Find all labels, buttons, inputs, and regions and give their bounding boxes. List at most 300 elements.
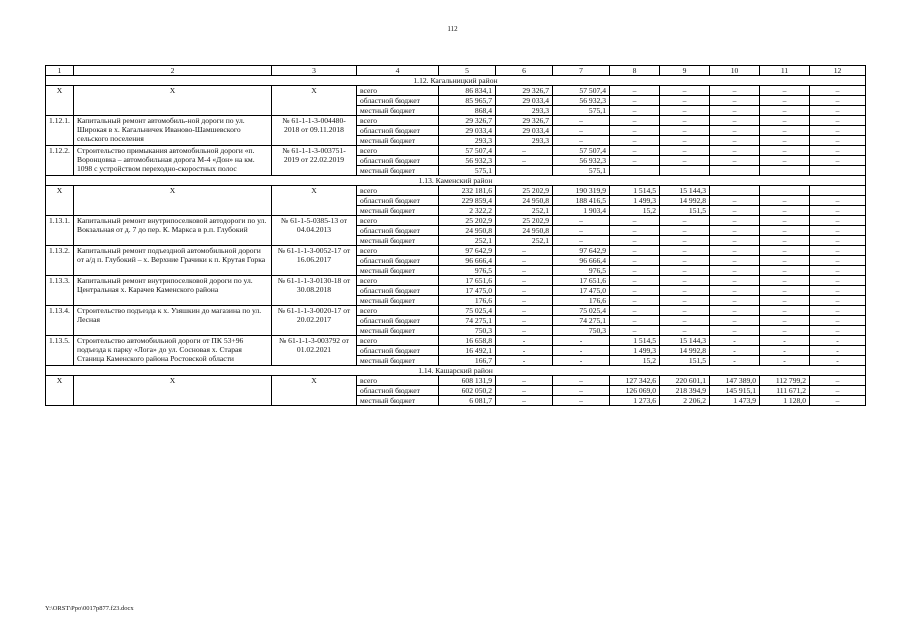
value-cell: –	[810, 246, 866, 256]
value-cell: 190 319,9	[553, 186, 610, 196]
value-cell: –	[810, 196, 866, 206]
value-cell: –	[760, 316, 810, 326]
budget-type-cell: областной бюджет	[357, 316, 439, 326]
value-cell: –	[710, 156, 760, 166]
item-document: № 61-1-1-3-004480-2018 от 09.11.2018	[272, 116, 357, 146]
value-cell: –	[710, 266, 760, 276]
value-cell: –	[553, 396, 610, 406]
header-row	[46, 66, 866, 76]
value-cell: –	[810, 156, 866, 166]
value-cell: –	[760, 206, 810, 216]
value-cell: –	[610, 256, 660, 266]
table-row	[46, 376, 866, 386]
value-cell: -	[710, 346, 760, 356]
value-cell: –	[760, 136, 810, 146]
budget-type-cell: областной бюджет	[357, 226, 439, 236]
value-cell: 2 206,2	[660, 396, 710, 406]
value-cell: –	[660, 126, 710, 136]
item-code: 1.12.1.	[46, 116, 74, 146]
value-cell: 97 642,9	[439, 246, 496, 256]
total-col3: Х	[272, 186, 357, 216]
value-cell: -	[810, 356, 866, 366]
value-cell: –	[660, 246, 710, 256]
value-cell: 14 992,8	[660, 196, 710, 206]
value-cell: 96 666,4	[439, 256, 496, 266]
item-code: 1.13.1.	[46, 216, 74, 246]
value-cell: 17 651,6	[553, 276, 610, 286]
table-row	[46, 86, 866, 96]
value-cell	[496, 166, 553, 176]
value-cell: –	[553, 126, 610, 136]
value-cell: –	[660, 296, 710, 306]
value-cell	[760, 186, 810, 196]
value-cell: 75 025,4	[439, 306, 496, 316]
value-cell: 56 932,3	[553, 96, 610, 106]
budget-type-cell: областной бюджет	[357, 386, 439, 396]
value-cell: –	[760, 306, 810, 316]
footer-file-path: Y:\ORST\Ppo\0017p877.f23.docx	[45, 605, 134, 612]
value-cell: 29 326,7	[496, 86, 553, 96]
value-cell: 17 475,0	[553, 286, 610, 296]
value-cell: 176,6	[439, 296, 496, 306]
budget-type-cell: всего	[357, 336, 439, 346]
value-cell: –	[760, 106, 810, 116]
budget-type-cell: областной бюджет	[357, 96, 439, 106]
value-cell: 976,5	[439, 266, 496, 276]
value-cell: –	[810, 386, 866, 396]
value-cell	[710, 186, 760, 196]
value-cell: –	[810, 286, 866, 296]
value-cell: 74 275,1	[439, 316, 496, 326]
item-name: Капитальный ремонт внутрипоселковой автодороги по ул. Вокзальная от д. 7 до пер. К. Маркса в р.п. Глубокий	[74, 216, 272, 246]
value-cell: –	[496, 376, 553, 386]
item-document: № 61-1-5-0385-13 от 04.04.2013	[272, 216, 357, 246]
value-cell: -	[553, 346, 610, 356]
value-cell: –	[760, 246, 810, 256]
value-cell	[710, 166, 760, 176]
value-cell: 29 033,4	[439, 126, 496, 136]
value-cell: 74 275,1	[553, 316, 610, 326]
value-cell: 1 499,3	[610, 346, 660, 356]
section-title: 1.12. Кагальницкий район	[46, 76, 866, 86]
value-cell: –	[710, 276, 760, 286]
value-cell: 151,5	[660, 356, 710, 366]
value-cell: –	[710, 86, 760, 96]
value-cell: –	[553, 236, 610, 246]
value-cell: –	[760, 296, 810, 306]
total-col2: Х	[74, 186, 272, 216]
value-cell: –	[660, 116, 710, 126]
table-row	[46, 216, 866, 226]
value-cell: –	[810, 256, 866, 266]
value-cell: –	[810, 296, 866, 306]
budget-type-cell: всего	[357, 116, 439, 126]
value-cell: –	[610, 316, 660, 326]
value-cell: –	[810, 216, 866, 226]
value-cell: –	[496, 146, 553, 156]
value-cell: 252,1	[496, 206, 553, 216]
value-cell: 25 202,9	[496, 216, 553, 226]
value-cell: –	[610, 296, 660, 306]
table-row	[46, 306, 866, 316]
budget-type-cell: областной бюджет	[357, 156, 439, 166]
value-cell: –	[660, 236, 710, 246]
value-cell: –	[710, 246, 760, 256]
value-cell: 29 033,4	[496, 126, 553, 136]
value-cell: –	[610, 216, 660, 226]
item-document: № 61-1-1-3-0052-17 от 16.06.2017	[272, 246, 357, 276]
value-cell: 252,1	[439, 236, 496, 246]
value-cell: –	[710, 256, 760, 266]
item-document: № 61-1-1-3-003792 от 01.02.2021	[272, 336, 357, 366]
budget-type-cell: местный бюджет	[357, 266, 439, 276]
value-cell: –	[710, 126, 760, 136]
value-cell: 57 507,4	[553, 146, 610, 156]
value-cell: -	[553, 356, 610, 366]
value-cell: 15,2	[610, 206, 660, 216]
table-row	[46, 186, 866, 196]
value-cell: 17 651,6	[439, 276, 496, 286]
value-cell: –	[810, 266, 866, 276]
value-cell: –	[660, 136, 710, 146]
value-cell: –	[810, 136, 866, 146]
value-cell: –	[496, 156, 553, 166]
value-cell: –	[553, 376, 610, 386]
value-cell: –	[760, 226, 810, 236]
value-cell	[810, 186, 866, 196]
value-cell: 15 144,3	[660, 336, 710, 346]
total-col3: Х	[272, 86, 357, 116]
column-header: 1	[46, 66, 74, 76]
value-cell: –	[760, 146, 810, 156]
section-row	[46, 176, 866, 186]
value-cell: 29 033,4	[496, 96, 553, 106]
value-cell: –	[760, 326, 810, 336]
value-cell: –	[710, 226, 760, 236]
value-cell: 14 992,8	[660, 346, 710, 356]
value-cell: 166,7	[439, 356, 496, 366]
value-cell: –	[610, 306, 660, 316]
value-cell: 24 950,8	[496, 196, 553, 206]
value-cell: –	[760, 116, 810, 126]
value-cell: -	[760, 336, 810, 346]
item-code: 1.13.5.	[46, 336, 74, 366]
table-row	[46, 116, 866, 126]
value-cell: –	[810, 376, 866, 386]
table-row	[46, 336, 866, 346]
value-cell: 145 915,1	[710, 386, 760, 396]
value-cell: –	[710, 286, 760, 296]
value-cell: 1 514,5	[610, 186, 660, 196]
value-cell: –	[660, 86, 710, 96]
value-cell	[760, 166, 810, 176]
value-cell: –	[710, 146, 760, 156]
value-cell: –	[810, 326, 866, 336]
item-name: Капитальный ремонт автомобиль-ной дороги по ул. Широкая в х. Кагальничек Иваново-Шамшевского сельского поселения	[74, 116, 272, 146]
value-cell: –	[710, 136, 760, 146]
budget-type-cell: всего	[357, 86, 439, 96]
value-cell: –	[710, 106, 760, 116]
budget-type-cell: местный бюджет	[357, 236, 439, 246]
value-cell: –	[810, 206, 866, 216]
value-cell: 176,6	[553, 296, 610, 306]
value-cell: –	[710, 216, 760, 226]
budget-type-cell: местный бюджет	[357, 326, 439, 336]
value-cell: 1 128,0	[760, 396, 810, 406]
value-cell: 24 950,8	[439, 226, 496, 236]
value-cell: 575,1	[553, 166, 610, 176]
value-cell: –	[810, 226, 866, 236]
value-cell: –	[496, 386, 553, 396]
budget-type-cell: областной бюджет	[357, 286, 439, 296]
value-cell: –	[810, 306, 866, 316]
value-cell: –	[610, 136, 660, 146]
value-cell: –	[710, 196, 760, 206]
budget-type-cell: всего	[357, 146, 439, 156]
value-cell: –	[660, 266, 710, 276]
value-cell: 25 202,9	[439, 216, 496, 226]
column-header: 5	[439, 66, 496, 76]
total-col1: Х	[46, 186, 74, 216]
value-cell: –	[660, 286, 710, 296]
column-header: 10	[710, 66, 760, 76]
value-cell: –	[810, 146, 866, 156]
table-row	[46, 246, 866, 256]
column-header: 11	[760, 66, 810, 76]
value-cell: –	[810, 116, 866, 126]
value-cell: 147 389,0	[710, 376, 760, 386]
value-cell: –	[660, 226, 710, 236]
value-cell: –	[660, 256, 710, 266]
value-cell: –	[710, 206, 760, 216]
total-col3: Х	[272, 376, 357, 406]
column-header: 4	[357, 66, 439, 76]
value-cell: 29 326,7	[439, 116, 496, 126]
value-cell: 56 932,3	[439, 156, 496, 166]
value-cell: 6 081,7	[439, 396, 496, 406]
value-cell: 111 671,2	[760, 386, 810, 396]
budget-type-cell: местный бюджет	[357, 106, 439, 116]
budget-type-cell: всего	[357, 306, 439, 316]
value-cell: –	[553, 386, 610, 396]
budget-type-cell: всего	[357, 186, 439, 196]
total-col2: Х	[74, 376, 272, 406]
value-cell: 1 903,4	[553, 206, 610, 216]
budget-type-cell: местный бюджет	[357, 396, 439, 406]
budget-type-cell: местный бюджет	[357, 206, 439, 216]
value-cell: 57 507,4	[439, 146, 496, 156]
value-cell: 96 666,4	[553, 256, 610, 266]
item-name: Капитальный ремонт внутрипоселковой дороги по ул. Центральная х. Карачев Каменского района	[74, 276, 272, 306]
value-cell: 608 131,9	[439, 376, 496, 386]
value-cell: –	[660, 146, 710, 156]
section-title: 1.13. Каменский район	[46, 176, 866, 186]
budget-type-cell: всего	[357, 376, 439, 386]
value-cell: 1 273,6	[610, 396, 660, 406]
value-cell: –	[710, 236, 760, 246]
value-cell: –	[610, 86, 660, 96]
value-cell: –	[610, 126, 660, 136]
value-cell: 85 965,7	[439, 96, 496, 106]
value-cell: –	[660, 216, 710, 226]
value-cell: –	[610, 116, 660, 126]
value-cell: 575,1	[439, 166, 496, 176]
value-cell: 976,5	[553, 266, 610, 276]
section-row	[46, 366, 866, 376]
value-cell: 218 394,9	[660, 386, 710, 396]
column-header: 6	[496, 66, 553, 76]
total-col1: Х	[46, 376, 74, 406]
value-cell: 151,5	[660, 206, 710, 216]
budget-type-cell: местный бюджет	[357, 356, 439, 366]
value-cell: –	[610, 106, 660, 116]
value-cell: -	[810, 336, 866, 346]
item-document: № 61-1-1-3-0020-17 от 20.02.2017	[272, 306, 357, 336]
value-cell: 602 050,2	[439, 386, 496, 396]
section-title: 1.14. Кашарский район	[46, 366, 866, 376]
value-cell: –	[610, 246, 660, 256]
value-cell	[660, 166, 710, 176]
item-document: № 61-1-1-3-003751-2019 от 22.02.2019	[272, 146, 357, 176]
value-cell: 1 514,5	[610, 336, 660, 346]
value-cell: 293,3	[439, 136, 496, 146]
value-cell: 57 507,4	[553, 86, 610, 96]
value-cell: –	[760, 276, 810, 286]
value-cell: 16 492,1	[439, 346, 496, 356]
value-cell: –	[760, 96, 810, 106]
table-row	[46, 146, 866, 156]
item-code: 1.13.3.	[46, 276, 74, 306]
budget-type-cell: областной бюджет	[357, 196, 439, 206]
value-cell: –	[760, 156, 810, 166]
value-cell: 24 950,8	[496, 226, 553, 236]
value-cell: –	[760, 236, 810, 246]
value-cell: –	[496, 296, 553, 306]
value-cell: -	[496, 346, 553, 356]
value-cell: 86 834,1	[439, 86, 496, 96]
value-cell: –	[660, 96, 710, 106]
value-cell: 29 326,7	[496, 116, 553, 126]
value-cell: –	[660, 276, 710, 286]
value-cell: –	[710, 306, 760, 316]
value-cell: 126 069,0	[610, 386, 660, 396]
value-cell	[810, 166, 866, 176]
value-cell: –	[810, 126, 866, 136]
budget-type-cell: местный бюджет	[357, 296, 439, 306]
value-cell: –	[660, 156, 710, 166]
budget-type-cell: областной бюджет	[357, 346, 439, 356]
item-code: 1.13.2.	[46, 246, 74, 276]
value-cell: –	[810, 396, 866, 406]
value-cell: 15,2	[610, 356, 660, 366]
item-name: Капитальный ремонт подъездной автомобильной дороги от а/д п. Глубокий – х. Верхние Грачики к п. Крутая Горка	[74, 246, 272, 276]
value-cell: –	[496, 396, 553, 406]
value-cell: 16 658,8	[439, 336, 496, 346]
value-cell: –	[710, 296, 760, 306]
column-header: 9	[660, 66, 710, 76]
total-col2: Х	[74, 86, 272, 116]
value-cell: –	[760, 266, 810, 276]
item-code: 1.12.2.	[46, 146, 74, 176]
value-cell: –	[496, 326, 553, 336]
value-cell: -	[710, 356, 760, 366]
value-cell: 17 475,0	[439, 286, 496, 296]
value-cell: 112 799,2	[760, 376, 810, 386]
value-cell: 2 322,2	[439, 206, 496, 216]
column-header: 12	[810, 66, 866, 76]
value-cell: -	[553, 336, 610, 346]
value-cell: -	[496, 336, 553, 346]
value-cell: –	[553, 116, 610, 126]
value-cell: 97 642,9	[553, 246, 610, 256]
value-cell: –	[496, 266, 553, 276]
value-cell: –	[553, 136, 610, 146]
value-cell: –	[496, 306, 553, 316]
value-cell: –	[810, 316, 866, 326]
value-cell: –	[660, 306, 710, 316]
value-cell: –	[496, 316, 553, 326]
value-cell: –	[610, 96, 660, 106]
section-row	[46, 76, 866, 86]
value-cell: 220 601,1	[660, 376, 710, 386]
value-cell: –	[660, 106, 710, 116]
value-cell: –	[610, 266, 660, 276]
value-cell: –	[710, 96, 760, 106]
value-cell: –	[496, 286, 553, 296]
column-header: 3	[272, 66, 357, 76]
value-cell: –	[760, 216, 810, 226]
value-cell: –	[610, 326, 660, 336]
value-cell: 1 499,3	[610, 196, 660, 206]
value-cell: –	[553, 226, 610, 236]
value-cell: –	[496, 256, 553, 266]
value-cell: 575,1	[553, 106, 610, 116]
value-cell: –	[610, 286, 660, 296]
column-header: 2	[74, 66, 272, 76]
value-cell: –	[760, 86, 810, 96]
value-cell: –	[810, 86, 866, 96]
value-cell: -	[710, 336, 760, 346]
budget-type-cell: всего	[357, 276, 439, 286]
value-cell: -	[760, 346, 810, 356]
value-cell: 229 859,4	[439, 196, 496, 206]
value-cell: –	[760, 196, 810, 206]
budget-type-cell: всего	[357, 246, 439, 256]
value-cell: –	[660, 326, 710, 336]
value-cell: 188 416,5	[553, 196, 610, 206]
value-cell: –	[610, 226, 660, 236]
item-name: Строительство автомобильной дороги от ПК 53+96 подъезда к парку «Лога» до ул. Сосновая х. Старая Станица Каменского района Ростовской области	[74, 336, 272, 366]
value-cell: –	[810, 96, 866, 106]
value-cell: –	[710, 316, 760, 326]
value-cell: –	[553, 216, 610, 226]
value-cell: –	[660, 316, 710, 326]
table-row	[46, 276, 866, 286]
value-cell: –	[710, 326, 760, 336]
page-number: 112	[447, 25, 458, 33]
value-cell: –	[760, 286, 810, 296]
budget-type-cell: областной бюджет	[357, 256, 439, 266]
value-cell: –	[760, 256, 810, 266]
value-cell: 25 202,9	[496, 186, 553, 196]
budget-type-cell: местный бюджет	[357, 136, 439, 146]
value-cell: –	[496, 246, 553, 256]
value-cell: –	[760, 126, 810, 136]
budget-type-cell: областной бюджет	[357, 126, 439, 136]
value-cell: –	[610, 146, 660, 156]
value-cell: 1 473,9	[710, 396, 760, 406]
value-cell: 56 932,3	[553, 156, 610, 166]
